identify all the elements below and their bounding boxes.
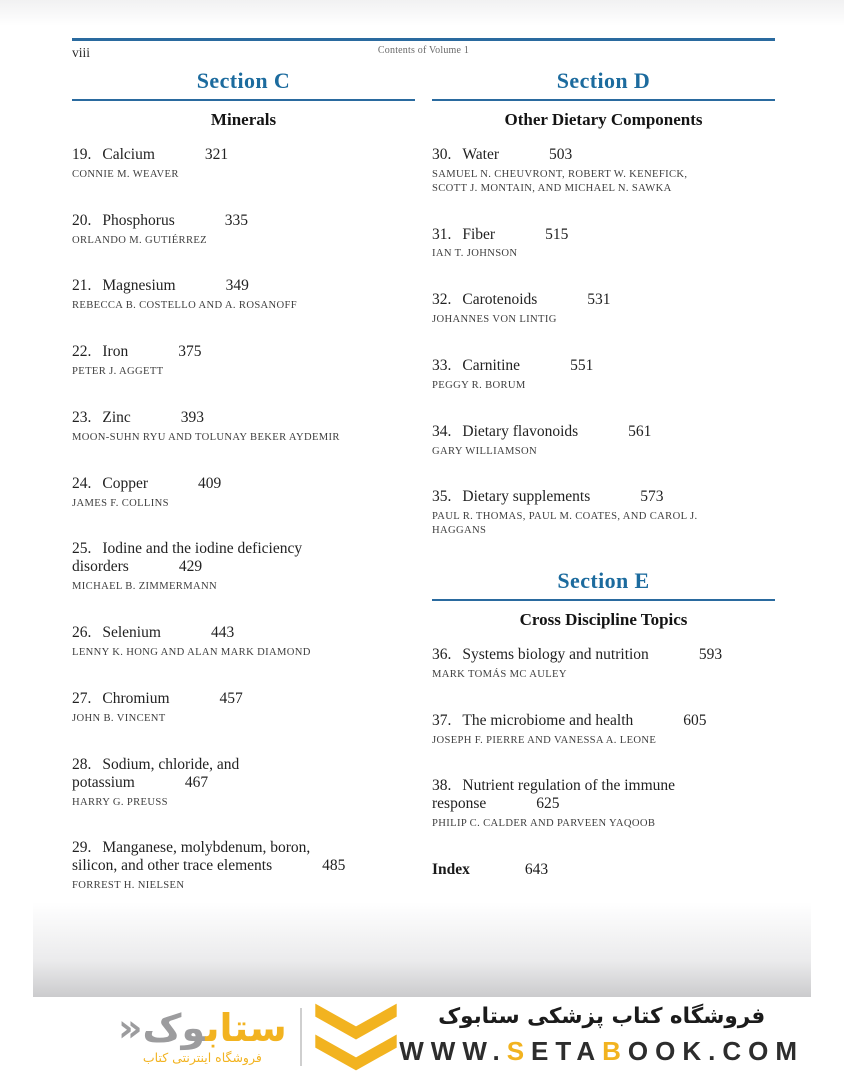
toc-entry [72, 409, 415, 445]
entry-title-line [72, 409, 415, 427]
entry-author-line: JOHANNES VON LINTIG [432, 314, 557, 326]
index-label: Index [432, 861, 470, 879]
entry-author-line: MOON-SUHN RYU AND TOLUNAY BEKER AYDEMIR [72, 431, 340, 443]
entry-page-number: 349 [225, 277, 249, 295]
entry-author-line: SCOTT J. MONTAIN, AND MICHAEL N. SAWKA [432, 182, 672, 194]
entry-title-text: Fiber [462, 225, 496, 243]
entry-authors [72, 796, 415, 810]
toc-entry [432, 423, 775, 459]
entry-number: 23. [72, 408, 92, 426]
entry-author-line: IAN T. JOHNSON [432, 248, 518, 260]
toc-entry [432, 291, 775, 327]
entry-number: 30. [432, 146, 452, 163]
toc-column-left [72, 68, 415, 923]
running-head: Contents of Volume 1 [377, 45, 470, 56]
toc-entry [432, 646, 775, 682]
entry-page-number: 443 [210, 624, 235, 642]
entry-title-text: Magnesium [102, 277, 176, 295]
entry-page-number: 335 [224, 211, 248, 229]
setabook-logo [118, 1002, 397, 1072]
store-title: فروشگاه کتاب پزشکی ستابوک [438, 1004, 766, 1029]
entry-title-line [72, 146, 415, 164]
entry-page-number: 515 [545, 225, 569, 243]
entry-author-line: FORREST H. NIELSEN [72, 880, 185, 892]
entry-authors [432, 313, 775, 327]
site-url-segment: B [602, 1036, 628, 1066]
toc-entry [432, 226, 775, 262]
entry-number: 22. [72, 343, 92, 361]
entry-page-number: 485 [322, 857, 346, 875]
entry-authors [72, 879, 415, 893]
entry-authors [72, 580, 415, 594]
entry-page-number: 561 [628, 422, 652, 440]
entry-authors [432, 445, 775, 459]
entry-author-line: GARY WILLIAMSON [432, 445, 538, 457]
entry-title-text: Dietary flavonoids [462, 422, 579, 440]
site-url-segment: OOK.COM [627, 1036, 804, 1066]
section-heading: Section E [432, 568, 775, 601]
entry-author-line: JOSEPH F. PIERRE AND VANESSA A. LEONE [432, 734, 657, 746]
entry-title-line [72, 839, 415, 857]
entry-authors [432, 734, 775, 748]
entry-number: 38. [432, 777, 452, 795]
toc-entry [432, 488, 775, 538]
entry-title-text: Copper [102, 474, 149, 492]
entry-author-line: MARK TOMÁS MC AULEY [432, 668, 567, 680]
entry-title-text: Carotenoids [462, 291, 538, 309]
entry-number: 26. [72, 624, 92, 642]
toc-entry [72, 540, 415, 594]
entry-number: 36. [432, 645, 452, 663]
entry-title-text: Sodium, chloride, and [102, 755, 240, 773]
entry-title-text: The microbiome and health [462, 711, 634, 729]
entry-author-line: LENNY K. HONG AND ALAN MARK DIAMOND [72, 647, 311, 659]
entry-number: 31. [432, 225, 452, 243]
entry-title-line [432, 777, 775, 795]
entry-title-text: Systems biology and nutrition [462, 645, 649, 663]
entry-number: 21. [72, 277, 92, 295]
section-heading: Section C [72, 68, 415, 101]
entry-authors [72, 299, 415, 313]
entry-title-text: response [432, 795, 487, 813]
logo-wordmark [118, 1006, 287, 1051]
entry-author-line: REBECCA B. COSTELLO AND A. ROSANOFF [72, 300, 298, 312]
section-heading: Section D [432, 68, 775, 101]
entry-title-text: potassium [72, 773, 135, 791]
entry-authors [432, 668, 775, 682]
scan-bottom-shadow [33, 902, 811, 997]
site-url-segment: ETA [531, 1036, 603, 1066]
entry-title-text: Chromium [102, 689, 170, 707]
entry-title-line [432, 795, 775, 813]
entry-author-line: PAUL R. THOMAS, PAUL M. COATES, AND CAROL J. [432, 511, 698, 523]
toc-section [432, 68, 775, 538]
entry-author-line: ORLANDO M. GUTIÉRREZ [72, 234, 207, 246]
entry-title-line [72, 277, 415, 295]
page-folio: viii [72, 45, 91, 60]
toc-entry [72, 146, 415, 182]
entry-title-line [432, 712, 775, 730]
entry-number: 32. [432, 291, 452, 309]
entry-author-line: JOHN B. VINCENT [72, 712, 166, 724]
entry-number: 37. [432, 711, 452, 729]
toc-entry [432, 146, 775, 196]
entry-title-text: Calcium [102, 146, 155, 163]
wordmark-gray-part: وک« [118, 1006, 206, 1051]
entry-title-line [432, 488, 775, 506]
entry-title-text: Iodine and the iodine deficiency [102, 540, 303, 558]
entry-author-line: HAGGANS [432, 525, 487, 537]
entry-title-text: Iron [102, 343, 129, 361]
toc-section [432, 568, 775, 831]
entry-page-number: 625 [536, 795, 560, 813]
index-entry [432, 861, 775, 879]
entry-number: 34. [432, 422, 452, 440]
entry-number: 28. [72, 755, 92, 773]
section-subtitle: Minerals [210, 110, 277, 129]
entry-authors [432, 510, 775, 538]
entry-authors [72, 431, 415, 445]
page-header [72, 45, 775, 61]
site-url-segment: WWW. [399, 1036, 507, 1066]
toc-entry [432, 777, 775, 831]
entry-title-line [72, 540, 415, 558]
entry-title-text: Dietary supplements [462, 488, 591, 506]
entry-title-text: silicon, and other trace elements [72, 857, 273, 875]
entry-author-line: HARRY G. PREUSS [72, 796, 168, 808]
entry-author-line: PETER J. AGGETT [72, 366, 164, 378]
entry-title-line [432, 423, 775, 441]
entry-title-line [72, 558, 415, 576]
entry-page-number: 393 [180, 408, 205, 426]
entry-number: 19. [72, 146, 92, 163]
entry-number: 35. [432, 488, 452, 506]
entry-title-line [72, 774, 415, 792]
entry-number: 20. [72, 211, 92, 229]
double-chevron-down-icon [315, 1002, 397, 1072]
bookstore-footer [0, 1002, 844, 1080]
entry-title-text: Manganese, molybdenum, boron, [102, 839, 311, 857]
entry-title-text: Carnitine [462, 356, 521, 374]
entry-authors [432, 168, 775, 196]
entry-title-line [432, 291, 775, 309]
entry-number: 25. [72, 540, 92, 558]
header-rule [72, 38, 775, 41]
toc-section [72, 68, 415, 893]
scan-top-tint [0, 0, 844, 26]
site-url-segment: S [506, 1036, 532, 1066]
entry-author-line: CONNIE M. WEAVER [72, 168, 179, 180]
entry-author-line: PHILIP C. CALDER AND PARVEEN YAQOOB [432, 818, 656, 830]
entry-number: 27. [72, 689, 92, 707]
entry-title-line [72, 624, 415, 642]
entry-number: 29. [72, 839, 92, 857]
toc-entry [72, 624, 415, 660]
entry-page-number: 375 [178, 343, 202, 361]
entry-authors [72, 365, 415, 379]
entry-title-text: Selenium [102, 624, 161, 642]
site-block [399, 1002, 804, 1067]
entry-author-line: PEGGY R. BORUM [432, 379, 526, 391]
entry-title-text: Zinc [102, 408, 131, 426]
entry-page-number: 551 [570, 356, 594, 374]
entry-title-line [72, 475, 415, 493]
entry-title-line [432, 146, 775, 164]
entry-author-line: SAMUEL N. CHEUVRONT, ROBERT W. KENEFICK, [432, 168, 688, 180]
entry-authors [432, 379, 775, 393]
toc-entry [72, 839, 415, 893]
entry-title-line [72, 756, 415, 774]
logo-wordmark-block [118, 1006, 287, 1065]
entry-title-line [72, 857, 415, 875]
toc-entry [72, 212, 415, 248]
entry-authors [72, 497, 415, 511]
toc-entry [72, 475, 415, 511]
logo-divider [300, 1008, 302, 1066]
entry-title-text: disorders [72, 558, 129, 576]
entry-title-text: Phosphorus [102, 211, 175, 229]
entry-authors [432, 817, 775, 831]
entry-page-number: 429 [178, 558, 203, 576]
toc-entry [72, 756, 415, 810]
entry-authors [72, 712, 415, 726]
entry-title-line [72, 212, 415, 230]
entry-page-number: 503 [549, 146, 573, 163]
entry-page-number: 467 [184, 773, 209, 791]
entry-title-text: Nutrient regulation of the immune [462, 777, 676, 795]
entry-title-text: Water [462, 146, 499, 163]
wordmark-yellow-part: ستاب [205, 1006, 287, 1051]
entry-number: 33. [432, 356, 452, 374]
section-subtitle: Other Dietary Components [504, 110, 703, 129]
toc-entry [72, 343, 415, 379]
entry-title-line [432, 357, 775, 375]
entry-title-line [432, 646, 775, 664]
entry-page-number: 605 [683, 711, 707, 729]
entry-number: 24. [72, 474, 92, 492]
site-url [399, 1036, 804, 1067]
entry-authors [72, 234, 415, 248]
entry-page-number: 457 [219, 689, 243, 707]
entry-page-number: 409 [198, 474, 222, 492]
toc-column-right [432, 68, 775, 923]
entry-page-number: 593 [698, 645, 723, 663]
logo-tagline: فروشگاه اینترنتی کتاب [142, 1049, 262, 1065]
index-page-number: 643 [524, 861, 549, 879]
toc-entry [432, 357, 775, 393]
toc-columns [72, 68, 775, 923]
entry-page-number: 531 [587, 291, 611, 309]
entry-authors [72, 646, 415, 660]
entry-title-line [72, 343, 415, 361]
entry-title-line [72, 690, 415, 708]
entry-author-line: MICHAEL B. ZIMMERMANN [72, 581, 217, 593]
section-subtitle: Cross Discipline Topics [519, 609, 688, 629]
entry-author-line: JAMES F. COLLINS [72, 497, 169, 509]
entry-title-line [432, 226, 775, 244]
entry-authors [72, 168, 415, 182]
entry-page-number: 321 [204, 146, 229, 163]
toc-entry [72, 690, 415, 726]
toc-entry [432, 712, 775, 748]
entry-authors [432, 247, 775, 261]
entry-page-number: 573 [640, 488, 664, 506]
toc-entry [72, 277, 415, 313]
